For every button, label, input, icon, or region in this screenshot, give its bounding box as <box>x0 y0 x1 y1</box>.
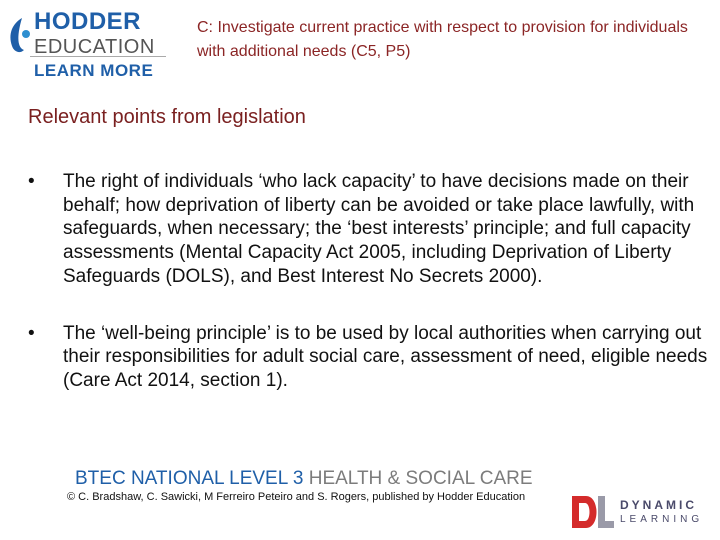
bullet-marker: • <box>28 322 35 344</box>
logo-learn-more <box>30 56 166 81</box>
course-subject: HEALTH & SOCIAL CARE <box>308 468 533 489</box>
logo-education-text: EDUCATION <box>34 36 155 58</box>
bullet-list <box>28 170 708 393</box>
dynamic-learning-logo <box>570 494 710 532</box>
copyright-footer: © C. Bradshaw, C. Sawicki, M Ferreiro Peteiro and S. Rogers, published by Hodder Education <box>67 491 526 503</box>
logo-hodder-text: HODDER <box>34 8 142 35</box>
bullet-item <box>28 170 708 289</box>
course-footer <box>75 468 533 490</box>
dl-monogram-icon <box>570 494 616 530</box>
hodder-swoosh-icon <box>6 16 32 56</box>
slide-title: C: Investigate current practice with respect to provision for individuals with additional needs (C5, P5) <box>197 19 688 60</box>
bullet-text: The ‘well-being principle’ is to be used by local authorities when carrying out their responsibilities for adult social care, assessment of need, eligible needs (Care Act 2014, section 1). <box>63 322 708 391</box>
course-level: BTEC NATIONAL LEVEL 3 <box>75 468 304 489</box>
section-subheading: Relevant points from legislation <box>28 106 306 128</box>
bullet-marker: • <box>28 171 35 192</box>
dynamic-text: DYNAMIC <box>620 498 697 512</box>
bullet-item <box>28 322 708 393</box>
bullet-text: The right of individuals ‘who lack capacity’ to have decisions made on their behalf; how deprivation of liberty can be avoided or take place lawfully, with safeguards, when necessary; the ‘best interests’ principle; and full capacity assessments (Mental Capacity Act 2005, including Deprivation of Liberty Safeguards (DOLS), and Best Interest No Secrets 2000). <box>63 171 695 287</box>
learning-text: LEARNING <box>620 514 704 525</box>
hodder-education-logo <box>6 8 166 80</box>
logo-learn-more-text: LEARN MORE <box>34 61 154 80</box>
